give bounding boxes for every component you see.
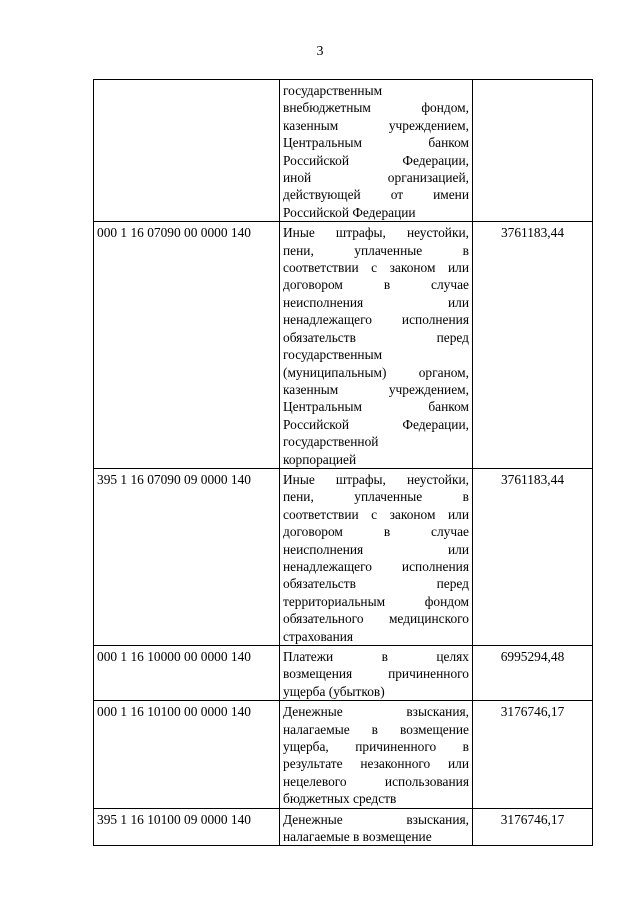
budget-revenue-table [93,79,593,846]
revenue-name-line: налагаемые в возмещение [283,829,432,845]
revenue-name-line: казенным учреждением, [283,381,469,397]
revenue-name-line: ненадлежащего исполнения [283,558,469,574]
revenue-name-line: налагаемые в возмещение [283,721,469,737]
budget-code-cell: 395 1 16 10100 09 0000 140 [94,808,280,846]
revenue-name-line: неисполнения или [283,541,469,557]
table-row [94,468,593,645]
budget-code-cell: 395 1 16 07090 09 0000 140 [94,468,280,645]
amount-cell: 6995294,48 [473,646,593,701]
revenue-name-line: (муниципальным) органом, [283,364,469,380]
revenue-name-cell [280,468,473,645]
revenue-name-line: Иные штрафы, неустойки, [283,471,469,487]
revenue-name-line: обязательств перед [283,576,469,592]
budget-code-cell: 000 1 16 07090 00 0000 140 [94,222,280,469]
revenue-name-line: территориальным фондом [283,593,469,609]
amount-cell: 3176746,17 [473,808,593,846]
table-body [94,80,593,846]
table-row [94,646,593,701]
revenue-name-cell [280,222,473,469]
table-row [94,222,593,469]
revenue-name-line: Центральным банком [283,399,469,415]
revenue-name-line: нецелевого использования [283,773,469,789]
revenue-name-line: пени, уплаченные в [283,242,469,258]
revenue-name-line: ненадлежащего исполнения [283,312,469,328]
revenue-name-line: внебюджетным фондом, [283,100,469,116]
revenue-name-line: обязательств перед [283,329,469,345]
revenue-name-line: Российской Федерации, [283,152,469,168]
revenue-name-line: возмещения причиненного [283,666,469,682]
revenue-name-line: Центральным банком [283,135,469,151]
revenue-name-line: ущерба, причиненного в [283,739,469,755]
revenue-name-line: Денежные взыскания, [283,704,469,720]
revenue-name-line: казенным учреждением, [283,117,469,133]
revenue-name-line: Российской Федерации [283,204,416,220]
revenue-name-line: Иные штрафы, неустойки, [283,225,469,241]
revenue-name-line: иной организацией, [283,170,469,186]
revenue-name-line: соответствии с законом или [283,506,469,522]
revenue-name-line: ущерба (убытков) [283,683,385,699]
amount-cell: 3761183,44 [473,468,593,645]
table-row [94,80,593,222]
budget-code-cell: 000 1 16 10000 00 0000 140 [94,646,280,701]
table-row [94,808,593,846]
revenue-name-cell [280,808,473,846]
revenue-name-line: государственной [283,434,379,450]
revenue-name-cell [280,80,473,222]
revenue-name-line: обязательного медицинского [283,611,469,627]
revenue-name-line: корпорацией [283,451,357,467]
revenue-name-line: государственным [283,347,383,363]
budget-code-cell [94,80,280,222]
revenue-name-line: бюджетных средств [283,791,397,807]
page-number: 3 [316,44,324,59]
revenue-name-line: Денежные взыскания, [283,811,469,827]
revenue-name-line: Платежи в целях [283,649,469,664]
revenue-name-line: действующей от имени [283,187,469,203]
revenue-name-line: пени, уплаченные в [283,489,469,505]
revenue-name-line: Российской Федерации, [283,416,469,432]
revenue-name-line: страхования [283,628,354,644]
amount-cell: 3176746,17 [473,701,593,808]
budget-code-cell: 000 1 16 10100 00 0000 140 [94,701,280,808]
revenue-name-line: договором в случае [283,524,469,540]
table-row [94,701,593,808]
revenue-name-line: соответствии с законом или [283,260,469,276]
revenue-name-cell [280,701,473,808]
revenue-name-line: договором в случае [283,277,469,293]
revenue-name-line: государственным [283,83,383,98]
amount-cell: 3761183,44 [473,222,593,469]
revenue-name-cell [280,646,473,701]
revenue-name-line: неисполнения или [283,294,469,310]
revenue-name-line: результате незаконного или [283,756,469,772]
amount-cell [473,80,593,222]
